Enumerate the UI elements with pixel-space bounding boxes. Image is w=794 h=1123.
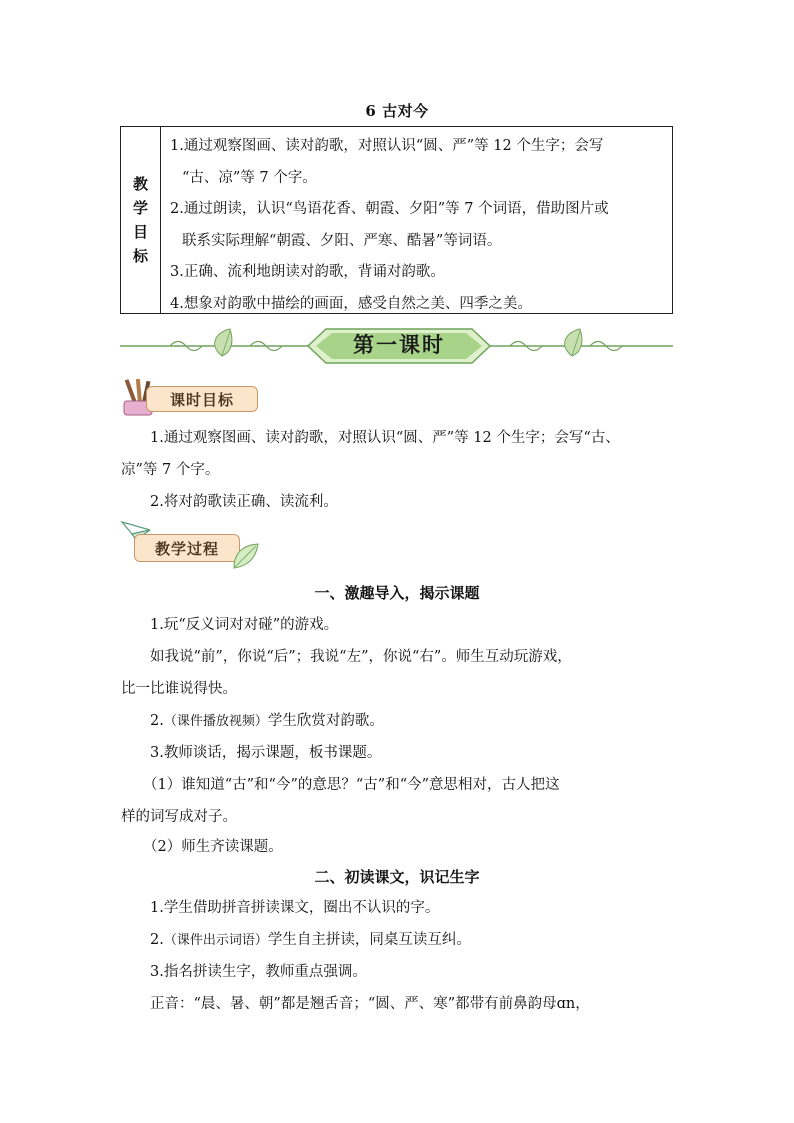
objective-line: 4.想象对韵歌中描绘的画面，感受自然之美、四季之美。 — [170, 295, 532, 312]
process-line: （1）谁知道“古”和“今”的意思？“古”和“今”意思相对，古人把这 — [143, 777, 560, 793]
period-goal-line: 1.通过观察图画、读对韵歌，对照认识“圆、严”等 12 个生字；会写“古、 — [150, 430, 620, 446]
page-title: 6 古对今 — [365, 102, 429, 120]
process-line: 正音：“晨、暑、朝”都是翘舌音；“圆、严、寒”都带有前鼻韵母ɑn， — [150, 996, 590, 1012]
objective-line: “古、凉”等 7 个字。 — [182, 169, 317, 186]
section-heading: 一、激趣导入，揭示课题 — [314, 584, 480, 602]
objectives-table — [120, 126, 673, 314]
process-line: 3.指名拼读生字，教师重点强调。 — [150, 964, 367, 980]
process-line: 比一比谁说得快。 — [121, 681, 237, 697]
section-heading: 二、初读课文，识记生字 — [314, 868, 480, 886]
process-line: 如我说“前”，你说“后”；我说“左”，你说“右”。师生互动玩游戏， — [150, 649, 572, 665]
process-line: 2.（课件出示词语）学生自主拼读，同桌互读互纠。 — [150, 932, 471, 948]
process-line: （2）师生齐读课题。 — [143, 839, 283, 855]
leaf-icon — [565, 329, 582, 356]
objectives-label: 教 学 目 标 — [121, 127, 161, 313]
leaf-icon — [230, 542, 260, 570]
objective-line: 3.正确、流利地朗读对韵歌，背诵对韵歌。 — [170, 264, 445, 280]
objective-line: 1.通过观察图画、读对韵歌，对照认识“圆、严”等 12 个生字；会写 — [170, 138, 604, 154]
objective-line: 2.通过朗读，认识“鸟语花香、朝霞、夕阳”等 7 个词语，借助图片或 — [170, 201, 609, 217]
process-line: 1.学生借助拼音拼读课文，圈出不认识的字。 — [150, 900, 440, 916]
process-line: 2.（课件播放视频）学生欣赏对韵歌。 — [150, 713, 384, 729]
period-banner: 第一课时 — [353, 332, 445, 357]
period-goal-line: 凉”等 7 个字。 — [121, 462, 220, 478]
period-goal-line: 2.将对韵歌读正确、读流利。 — [150, 494, 338, 510]
period-goals-tag: 课时目标 — [120, 377, 260, 417]
objectives-list — [161, 127, 672, 313]
process-line: 样的词写成对子。 — [121, 809, 237, 825]
leaf-icon — [215, 329, 232, 356]
teaching-process-tag: 教学过程 — [120, 518, 260, 570]
process-line: 3.教师谈话，揭示课题，板书课题。 — [150, 745, 382, 761]
process-line: 1.玩“反义词对对碰”的游戏。 — [150, 617, 339, 633]
objective-line: 联系实际理解“朝霞、夕阳、严寒、酷暑”等词语。 — [182, 232, 502, 249]
